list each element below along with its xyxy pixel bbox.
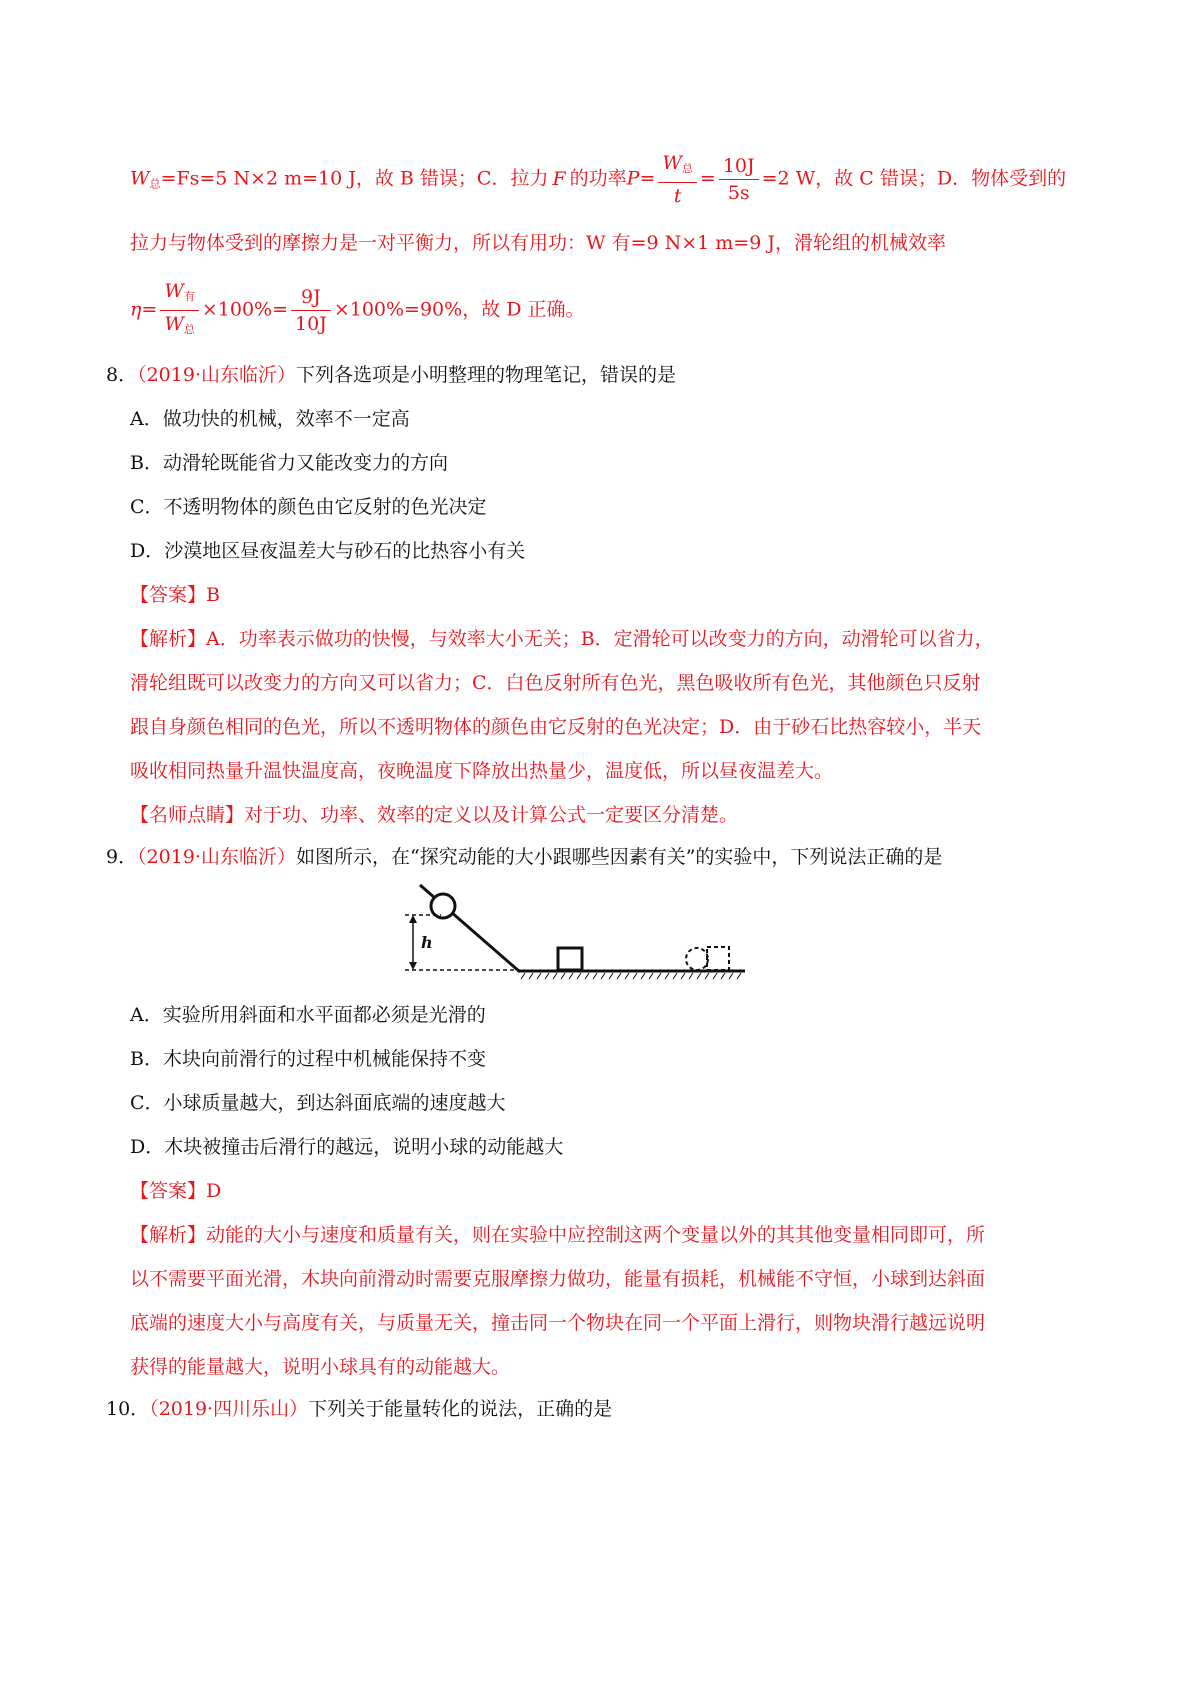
q8-analysis-line-3: 跟自身颜色相同的色光，所以不透明物体的颜色由它反射的色光决定；D．由于砂石比热容较小，半天 [130,716,982,738]
q9-option-c: C．小球质量越大，到达斜面底端的速度越大 [130,1092,506,1114]
q9-analysis-line-3: 底端的速度大小与高度有关，与质量无关，撞击同一个物块在同一个平面上滑行，则物块滑行越远说明 [130,1312,986,1334]
question-number: 8． [106,364,138,386]
q10-stem-line [106,1394,612,1421]
q8-option-a: A．做功快的机械，效率不一定高 [130,408,410,430]
q9-analysis-line-2: 以不需要平面光滑，木块向前滑动时需要克服摩擦力做功，能量有损耗，机械能不守恒，小球到达斜面 [130,1268,986,1290]
question-number: 10． [106,1398,150,1420]
equals-sign: = [699,167,716,190]
q9-answer: 【答案】D [130,1180,222,1202]
q8-analysis-line-1: 【解析】A．功率表示做功的快慢，与效率大小无关；B．定滑轮可以改变力的方向，动滑轮可以省力， [130,628,994,650]
frac-num-sub: 总 [681,162,693,175]
force-symbol: F [552,167,566,190]
text-run: ×100%= [201,298,289,321]
text-run: =2 W，故 C 错误；D．物体受到的 [761,167,1067,190]
q8-option-d: D．沙漠地区昼夜温差大与砂石的比热容小有关 [130,540,526,562]
wooden-block [558,948,582,970]
frac-num: 10J [719,153,759,180]
frac-den: W [164,313,184,335]
frac-num: W [164,280,184,302]
q8-answer: 【答案】B [130,584,220,606]
dashed-block-final [707,947,729,970]
question-source: （2019·山东临沂） [137,364,296,386]
fraction-9j-over-10j [291,284,331,337]
q8-option-c: C．不透明物体的颜色由它反射的色光决定 [130,496,487,518]
efficiency-symbol: η= [130,298,158,321]
q8-option-b: B．动滑轮既能省力又能改变力的方向 [130,452,448,474]
fraction-w-useful-over-w-total [160,278,199,343]
question-stem: 下列关于能量转化的说法，正确的是 [308,1398,613,1420]
question-source: （2019·山东临沂） [137,846,296,868]
text-run: 的功率 [569,167,627,190]
q8-analysis-line-2: 滑轮组既可以改变力的方向又可以省力；C．白色反射所有色光，黑色吸收所有色光，其他颜色只反射 [130,672,981,694]
frac-num: 9J [291,284,331,311]
frac-den: 5s [727,182,750,204]
power-symbol: P= [626,167,656,190]
q9-option-a: A．实验所用斜面和水平面都必须是光滑的 [130,1004,486,1026]
kinetic-energy-experiment-figure [395,880,755,988]
q8-tip: 【名师点睛】对于功、功率、效率的定义以及计算公式一定要区分清楚。 [130,804,739,826]
q8-stem-line [106,360,676,387]
prev-analysis-line-1 [130,150,1066,206]
frac-den-sub: 总 [183,323,195,336]
q8-analysis-line-4: 吸收相同热量升温快温度高，夜晚温度下降放出热量少，温度低，所以昼夜温差大。 [130,760,834,782]
w-total-subscript: 总 [149,177,161,191]
question-number: 9． [106,846,138,868]
w-total-symbol: W [130,167,150,190]
question-source: （2019·四川乐山） [149,1398,309,1420]
text-run: =Fs=5 N×2 m=10 J，故 B 错误；C．拉力 [160,167,549,190]
height-label: h [421,933,433,952]
fraction-10j-over-5s [719,153,759,206]
question-stem: 如图所示，在“探究动能的大小跟哪些因素有关”的实验中，下列说法正确的是 [296,846,943,868]
floor-hatching [521,973,741,979]
fraction-w-over-t [658,150,697,209]
dashed-ball-final [686,948,708,970]
frac-num: W [662,152,682,174]
frac-den: t [673,185,682,207]
q9-stem-line [106,842,942,869]
frac-den: 10J [295,313,327,335]
q9-option-b: B．木块向前滑行的过程中机械能保持不变 [130,1048,486,1070]
text-run: ×100%=90%，故 D 正确。 [333,298,585,321]
prev-analysis-line-2: 拉力与物体受到的摩擦力是一对平衡力，所以有用功：W 有=9 N×1 m=9 J，滑轮组的机械效率 [130,232,946,254]
q9-option-d: D．木块被撞击后滑行的越远，说明小球的动能越大 [130,1136,564,1158]
frac-num-sub: 有 [183,290,195,303]
q9-analysis-line-1: 【解析】动能的大小与速度和质量有关，则在实验中应控制这两个变量以外的其其他变量相同即可，所 [130,1224,986,1246]
prev-analysis-line-3 [130,278,585,334]
question-stem: 下列各选项是小明整理的物理笔记，错误的是 [296,364,677,386]
q9-analysis-line-4: 获得的能量越大，说明小球具有的动能越大。 [130,1356,511,1378]
